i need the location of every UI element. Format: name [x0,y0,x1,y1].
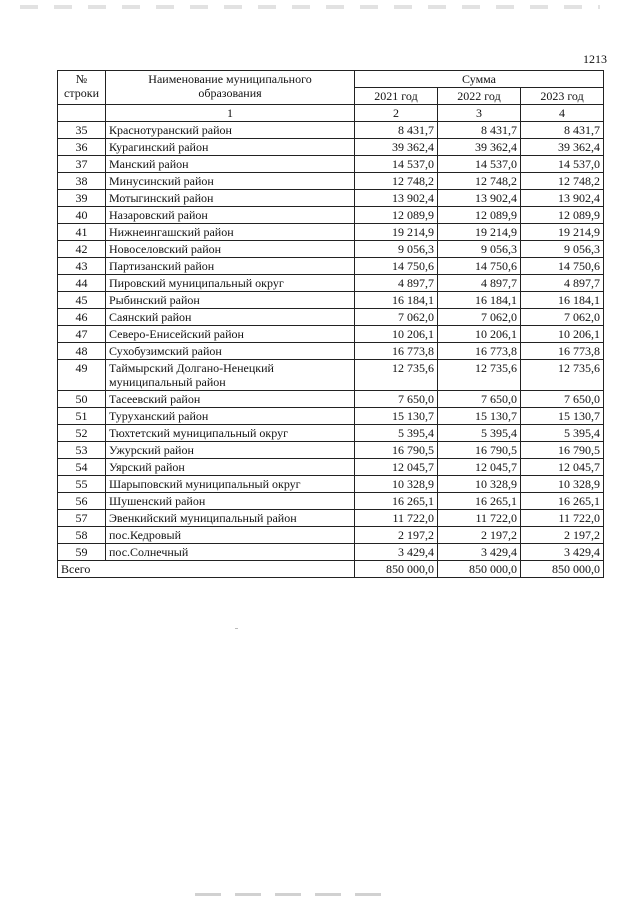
total-value-2021: 850 000,0 [355,561,438,578]
table-row [58,156,604,173]
budget-table [57,70,604,578]
value-2023: 19 214,9 [521,224,604,241]
value-2021: 39 362,4 [355,139,438,156]
table-row [58,425,604,442]
table-row [58,190,604,207]
value-2021: 16 773,8 [355,343,438,360]
table-row [58,275,604,292]
row-number: 41 [58,224,106,241]
column-number-2: 2 [355,105,438,122]
row-number: 51 [58,408,106,425]
table-body [58,122,604,561]
municipality-name: Новоселовский район [106,241,355,258]
municipality-name: Ужурский район [106,442,355,459]
value-2023: 10 206,1 [521,326,604,343]
row-number: 45 [58,292,106,309]
header-row-1 [58,71,604,88]
value-2023: 13 902,4 [521,190,604,207]
value-2021: 11 722,0 [355,510,438,527]
value-2022: 14 750,6 [438,258,521,275]
column-number-row [58,105,604,122]
table-row [58,207,604,224]
value-2022: 7 650,0 [438,391,521,408]
value-2023: 12 045,7 [521,459,604,476]
table-row [58,241,604,258]
municipality-name: пос.Солнечный [106,544,355,561]
header-name-line2: образования [198,86,262,100]
table-row [58,258,604,275]
value-2022: 8 431,7 [438,122,521,139]
row-number: 55 [58,476,106,493]
value-2021: 13 902,4 [355,190,438,207]
value-2023: 12 735,6 [521,360,604,391]
header-sum: Сумма [355,71,604,88]
table-row [58,408,604,425]
municipality-name: Шушенский район [106,493,355,510]
row-number: 43 [58,258,106,275]
header-name-line1: Наименование муниципального [148,72,312,86]
value-2022: 14 537,0 [438,156,521,173]
municipality-name: Туруханский район [106,408,355,425]
municipality-name: Мотыгинский район [106,190,355,207]
municipality-name: Нижнеингашский район [106,224,355,241]
value-2023: 16 184,1 [521,292,604,309]
value-2021: 10 206,1 [355,326,438,343]
value-2023: 9 056,3 [521,241,604,258]
row-number: 52 [58,425,106,442]
value-2022: 3 429,4 [438,544,521,561]
value-2021: 7 062,0 [355,309,438,326]
total-value-2022: 850 000,0 [438,561,521,578]
header-row-number-line1: № [75,72,88,86]
value-2021: 12 748,2 [355,173,438,190]
table-row [58,493,604,510]
value-2022: 16 790,5 [438,442,521,459]
column-number-3: 3 [438,105,521,122]
row-number: 50 [58,391,106,408]
value-2021: 14 750,6 [355,258,438,275]
row-number: 37 [58,156,106,173]
value-2021: 9 056,3 [355,241,438,258]
value-2022: 16 265,1 [438,493,521,510]
value-2023: 11 722,0 [521,510,604,527]
row-number: 46 [58,309,106,326]
value-2022: 15 130,7 [438,408,521,425]
value-2021: 10 328,9 [355,476,438,493]
value-2021: 12 089,9 [355,207,438,224]
municipality-name: Манский район [106,156,355,173]
value-2021: 16 184,1 [355,292,438,309]
table-row [58,544,604,561]
value-2021: 2 197,2 [355,527,438,544]
row-number: 56 [58,493,106,510]
municipality-name: Минусинский район [106,173,355,190]
row-number: 42 [58,241,106,258]
column-number-0 [58,105,106,122]
municipality-name: Рыбинский район [106,292,355,309]
scan-artifact-bottom [195,893,385,896]
value-2023: 15 130,7 [521,408,604,425]
value-2022: 11 722,0 [438,510,521,527]
value-2023: 14 750,6 [521,258,604,275]
value-2023: 7 650,0 [521,391,604,408]
column-number-4: 4 [521,105,604,122]
row-number: 53 [58,442,106,459]
municipality-name: Сухобузимский район [106,343,355,360]
value-2021: 16 790,5 [355,442,438,459]
value-2022: 5 395,4 [438,425,521,442]
municipality-name: Эвенкийский муниципальный район [106,510,355,527]
table-header [58,71,604,122]
row-number: 49 [58,360,106,391]
municipality-name: Тюхтетский муниципальный округ [106,425,355,442]
municipality-name: Северо-Енисейский район [106,326,355,343]
row-number: 36 [58,139,106,156]
table-footer [58,561,604,578]
header-row-number-line2: строки [64,86,99,100]
value-2022: 39 362,4 [438,139,521,156]
value-2022: 13 902,4 [438,190,521,207]
value-2023: 14 537,0 [521,156,604,173]
value-2022: 12 748,2 [438,173,521,190]
value-2022: 16 773,8 [438,343,521,360]
scan-speck [235,628,238,629]
value-2023: 5 395,4 [521,425,604,442]
value-2023: 7 062,0 [521,309,604,326]
municipality-name: Саянский район [106,309,355,326]
value-2023: 16 790,5 [521,442,604,459]
value-2023: 8 431,7 [521,122,604,139]
header-year-2023: 2023 год [521,88,604,105]
value-2023: 16 773,8 [521,343,604,360]
value-2023: 10 328,9 [521,476,604,493]
value-2023: 3 429,4 [521,544,604,561]
row-number: 35 [58,122,106,139]
table-row [58,224,604,241]
table-row [58,326,604,343]
value-2023: 2 197,2 [521,527,604,544]
value-2023: 4 897,7 [521,275,604,292]
municipality-name: Пировский муниципальный округ [106,275,355,292]
total-label: Всего [58,561,355,578]
municipality-name: Таймырский Долгано-Ненецкий муниципальный район [106,360,355,391]
municipality-name: Тасеевский район [106,391,355,408]
row-number: 59 [58,544,106,561]
row-number: 39 [58,190,106,207]
row-number: 44 [58,275,106,292]
total-row [58,561,604,578]
header-row-number [58,71,106,105]
table-row [58,139,604,156]
value-2021: 7 650,0 [355,391,438,408]
table-row [58,292,604,309]
row-number: 54 [58,459,106,476]
value-2021: 3 429,4 [355,544,438,561]
table-row [58,527,604,544]
municipality-name: Краснотуранский район [106,122,355,139]
municipality-name: Курагинский район [106,139,355,156]
row-number: 57 [58,510,106,527]
municipality-name: Назаровский район [106,207,355,224]
value-2022: 7 062,0 [438,309,521,326]
row-number: 48 [58,343,106,360]
column-number-1: 1 [106,105,355,122]
table-row [58,309,604,326]
municipality-name: Уярский район [106,459,355,476]
value-2022: 10 328,9 [438,476,521,493]
value-2023: 12 089,9 [521,207,604,224]
header-year-2022: 2022 год [438,88,521,105]
header-year-2021: 2021 год [355,88,438,105]
row-number: 47 [58,326,106,343]
value-2021: 14 537,0 [355,156,438,173]
table-row [58,173,604,190]
municipality-name: пос.Кедровый [106,527,355,544]
row-number: 40 [58,207,106,224]
value-2021: 15 130,7 [355,408,438,425]
value-2021: 16 265,1 [355,493,438,510]
total-value-2023: 850 000,0 [521,561,604,578]
value-2023: 39 362,4 [521,139,604,156]
table-row [58,442,604,459]
scan-artifact-top [20,5,600,9]
value-2021: 4 897,7 [355,275,438,292]
value-2021: 5 395,4 [355,425,438,442]
value-2022: 16 184,1 [438,292,521,309]
value-2023: 16 265,1 [521,493,604,510]
value-2023: 12 748,2 [521,173,604,190]
value-2022: 12 735,6 [438,360,521,391]
table-row [58,343,604,360]
value-2022: 2 197,2 [438,527,521,544]
value-2022: 12 045,7 [438,459,521,476]
municipality-name: Шарыповский муниципальный округ [106,476,355,493]
municipality-name: Партизанский район [106,258,355,275]
value-2022: 10 206,1 [438,326,521,343]
header-name [106,71,355,105]
value-2022: 12 089,9 [438,207,521,224]
table-row [58,360,604,391]
value-2022: 4 897,7 [438,275,521,292]
table-row [58,122,604,139]
table-row [58,459,604,476]
row-number: 38 [58,173,106,190]
value-2022: 19 214,9 [438,224,521,241]
table-row [58,476,604,493]
value-2021: 12 735,6 [355,360,438,391]
page-number: 1213 [583,52,607,66]
table-row [58,510,604,527]
value-2022: 9 056,3 [438,241,521,258]
value-2021: 8 431,7 [355,122,438,139]
value-2021: 12 045,7 [355,459,438,476]
table-row [58,391,604,408]
row-number: 58 [58,527,106,544]
value-2021: 19 214,9 [355,224,438,241]
